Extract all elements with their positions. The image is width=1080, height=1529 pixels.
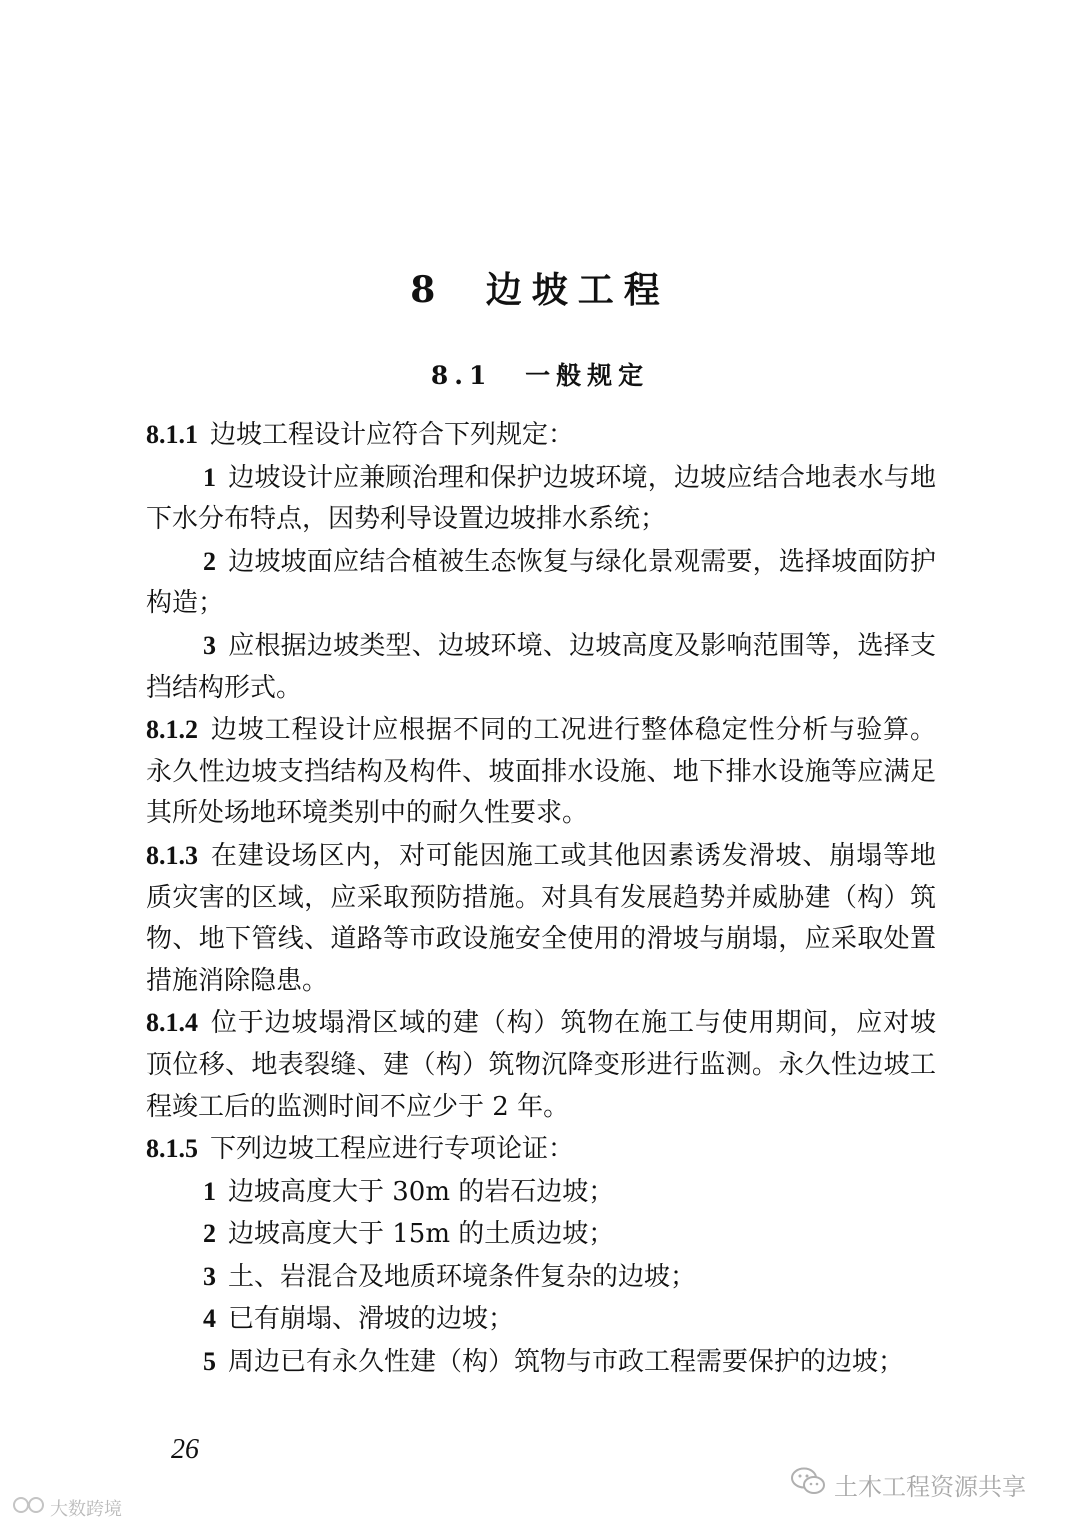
item-text: 边坡坡面应结合植被生态恢复与绿化景观需要，选择坡面防护构造； <box>146 546 936 619</box>
clause-8-1-5 <box>146 1128 936 1171</box>
section-title-text: 一般规定 <box>525 361 650 390</box>
item-text: 周边已有永久性建（构）筑物与市政工程需要保护的边坡； <box>228 1347 905 1378</box>
clause-number: 8.1.5 <box>146 1134 198 1164</box>
section-number: 8.1 <box>430 361 493 390</box>
clause-8-1-1 <box>146 414 936 457</box>
item-text: 边坡设计应兼顾治理和保护边坡环境，边坡应结合地表水与地下水分布特点，因势利导设置边坡排水系统； <box>146 462 936 535</box>
clause-number: 8.1.1 <box>146 420 198 449</box>
watermark-left <box>12 1494 122 1521</box>
item-number: 3 <box>203 630 216 660</box>
clause-number: 8.1.4 <box>146 1008 198 1038</box>
item-text: 边坡高度大于 30m 的岩石边坡； <box>228 1176 615 1207</box>
watermark-left-text: 大数跨境 <box>50 1498 122 1520</box>
item-number: 4 <box>203 1304 216 1334</box>
logo-icon <box>12 1494 46 1521</box>
list-item <box>146 1341 936 1384</box>
list-item <box>146 1298 936 1341</box>
body-text <box>146 414 936 1384</box>
list-item <box>146 541 936 625</box>
item-text: 边坡高度大于 15m 的土质边坡； <box>228 1219 615 1250</box>
clause-8-1-3 <box>146 835 936 1002</box>
clause-number: 8.1.2 <box>146 715 198 745</box>
list-item <box>146 1256 936 1299</box>
list-item <box>146 625 936 709</box>
clause-text: 边坡工程设计应符合下列规定： <box>210 420 575 450</box>
chapter-title-text: 边坡工程 <box>485 269 670 311</box>
page-number: 26 <box>171 1434 199 1465</box>
watermark-right <box>790 1466 1026 1502</box>
wechat-icon <box>790 1466 826 1502</box>
list-item <box>146 1213 936 1256</box>
item-number: 1 <box>203 462 216 492</box>
clause-text: 下列边坡工程应进行专项论证： <box>210 1134 575 1165</box>
chapter-title <box>0 262 1080 313</box>
clause-number: 8.1.3 <box>146 840 198 870</box>
item-number: 2 <box>203 1219 216 1249</box>
item-number: 5 <box>203 1347 216 1377</box>
item-text: 已有崩塌、滑坡的边坡； <box>228 1304 515 1335</box>
chapter-number: 8 <box>410 269 446 311</box>
item-number: 1 <box>203 1176 216 1206</box>
list-item <box>146 457 936 541</box>
clause-text: 边坡工程设计应根据不同的工况进行整体稳定性分析与验算。永久性边坡支挡结构及构件、坡面排水设施、地下排水设施等应满足其所处场地环境类别中的耐久性要求。 <box>146 715 936 829</box>
item-text: 土、岩混合及地质环境条件复杂的边坡； <box>228 1261 697 1292</box>
watermark-right-text: 土木工程资源共享 <box>834 1472 1026 1501</box>
item-number: 3 <box>203 1261 216 1291</box>
item-number: 2 <box>203 546 216 576</box>
list-item <box>146 1171 936 1214</box>
clause-text: 在建设场区内，对可能因施工或其他因素诱发滑坡、崩塌等地质灾害的区域，应采取预防措施。对具有发展趋势并威胁建（构）筑物、地下管线、道路等市政设施安全使用的滑坡与崩塌，应采取处置措施消除隐患。 <box>146 840 936 996</box>
clause-8-1-4 <box>146 1002 936 1128</box>
item-text: 应根据边坡类型、边坡环境、边坡高度及影响范围等，选择支挡结构形式。 <box>146 630 936 703</box>
section-title <box>0 356 1080 392</box>
clause-text: 位于边坡塌滑区域的建（构）筑物在施工与使用期间，应对坡顶位移、地表裂缝、建（构）筑物沉降变形进行监测。永久性边坡工程竣工后的监测时间不应少于 2 年。 <box>146 1008 936 1122</box>
clause-8-1-2 <box>146 709 936 835</box>
